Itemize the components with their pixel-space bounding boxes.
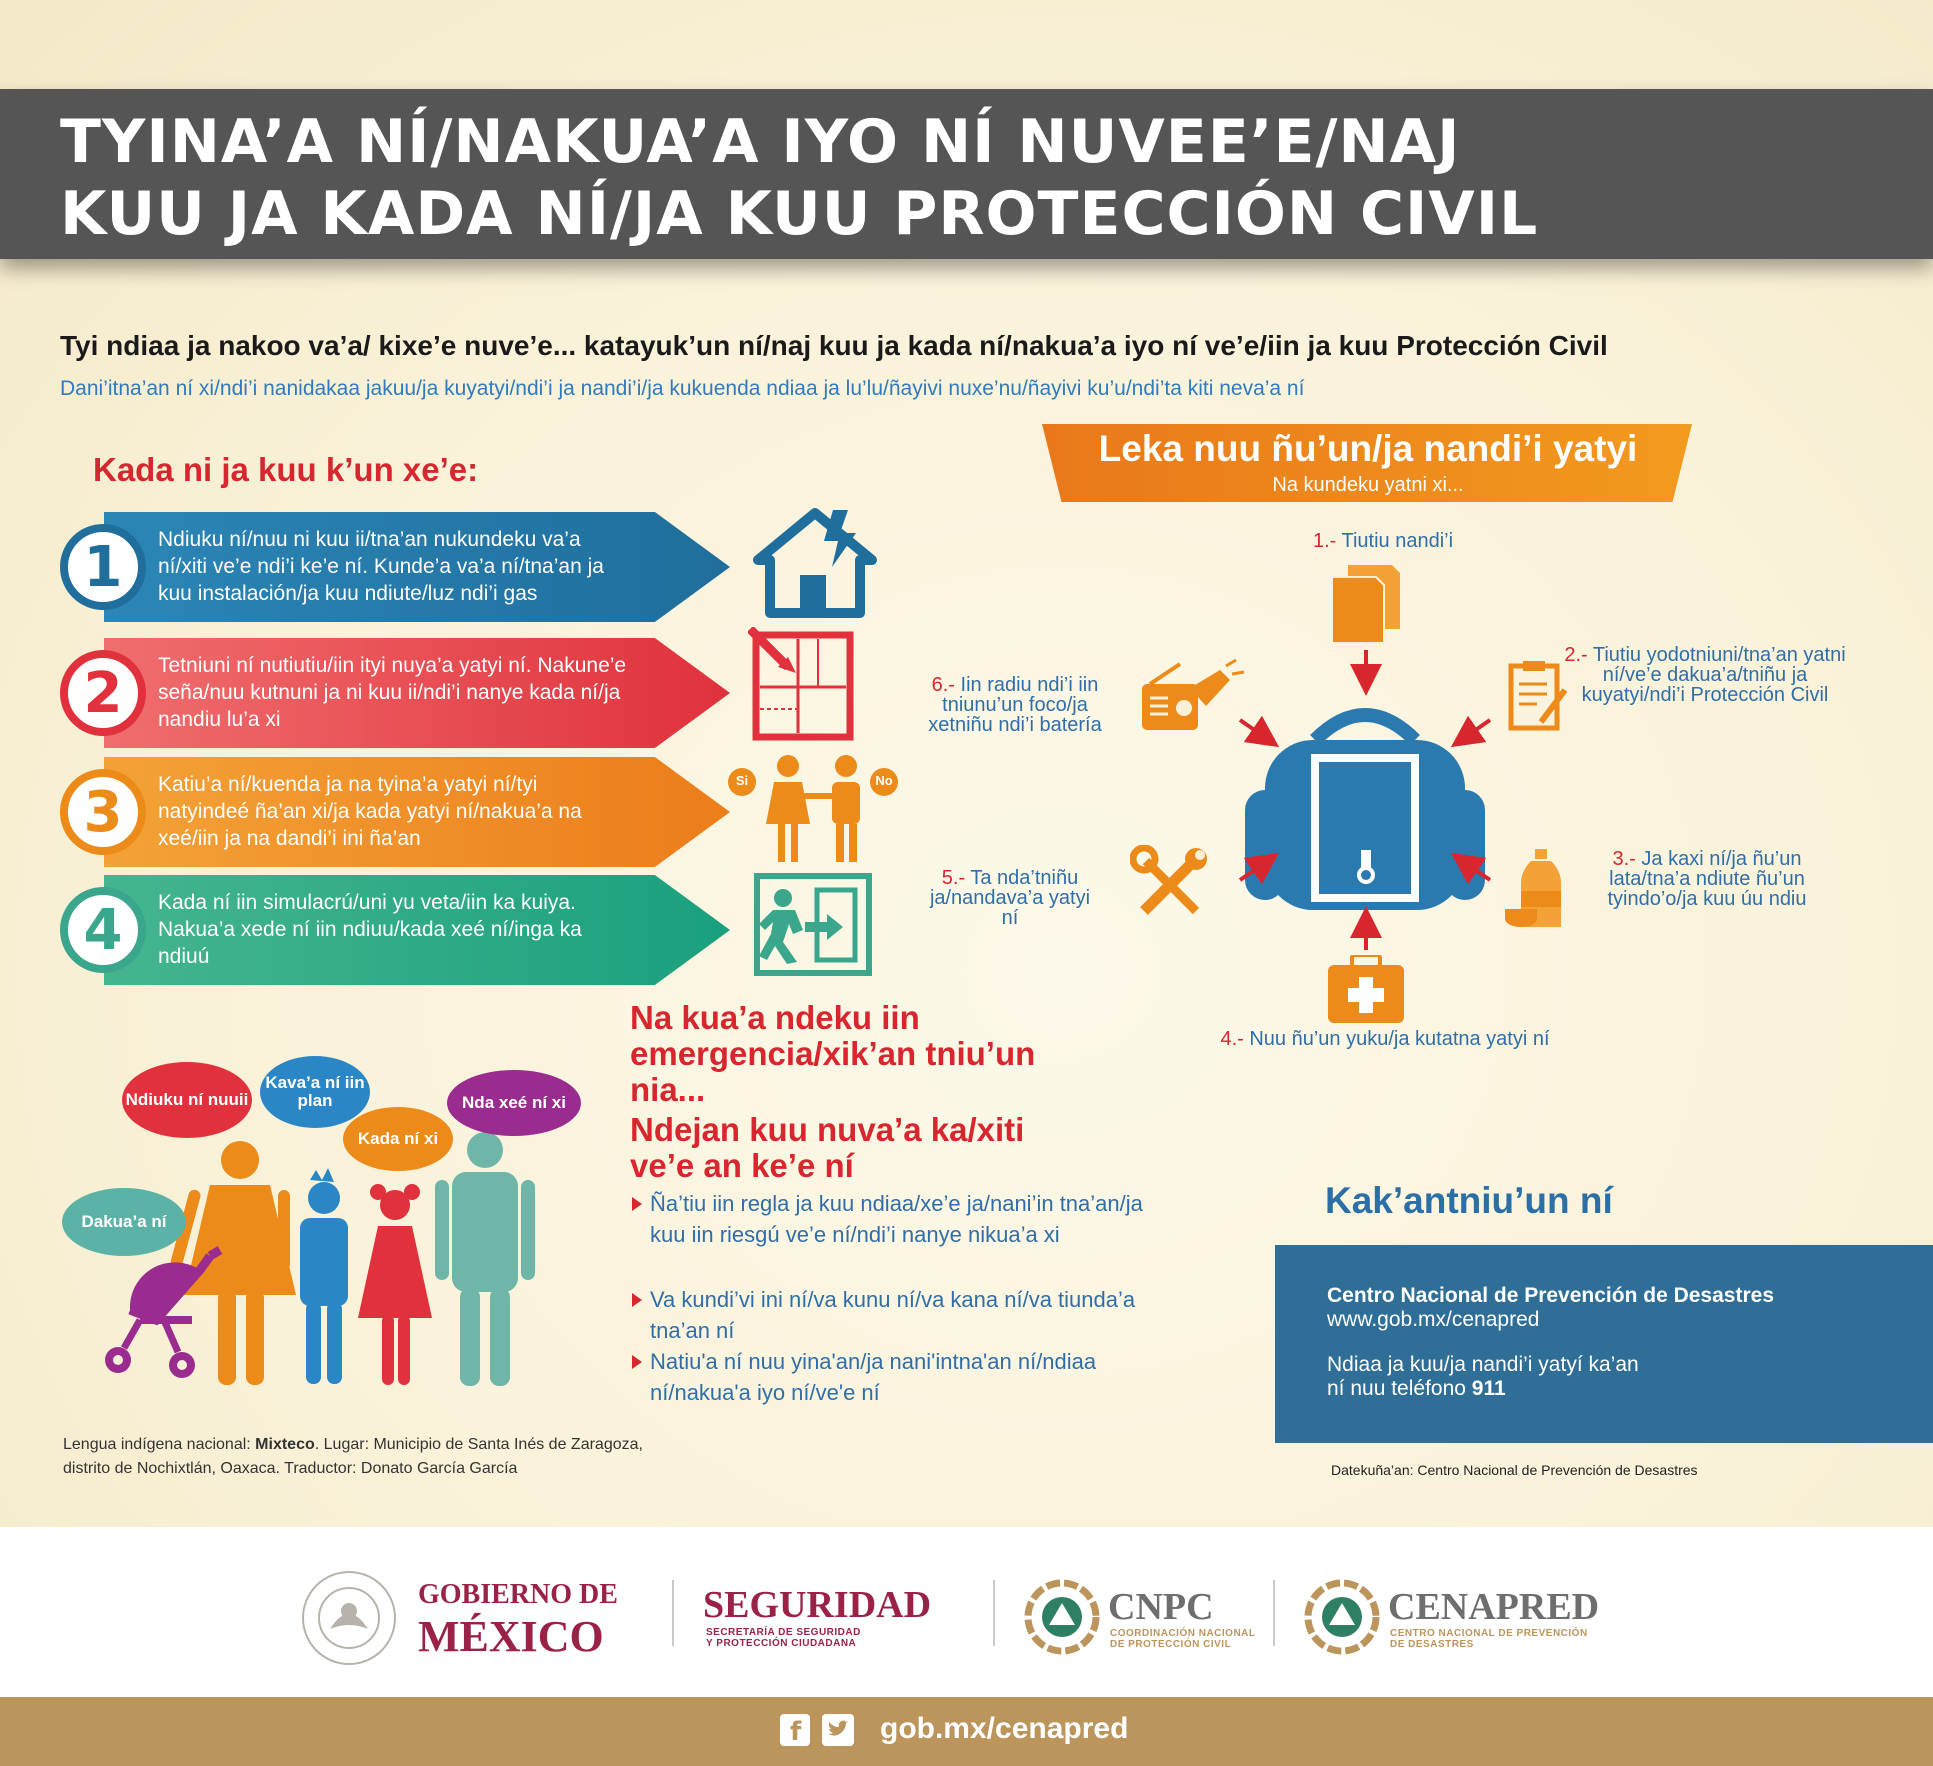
- page-title-line-1: TYINA’A NÍ/NAKUA’A IYO NÍ NUVEE’E/NAJ: [60, 107, 1461, 177]
- bullet-triangle-icon: [632, 1293, 642, 1307]
- kit-arrows-icon: [1220, 640, 1540, 960]
- footer-divider: [672, 1580, 674, 1646]
- cenapred-sub2: DE DESASTRES: [1390, 1639, 1474, 1650]
- intro-secondary-text: Dani’itna’an ní xi/ndi’i nanidakaa jakuu/ja kuyatyi/ndi’i ja nandi’i/ja kukuenda ndiaa ja lu’lu/ñayivi nuxe’nu/ñayivi ku’u/ndi’ta kiti neva’a ní: [60, 377, 1305, 400]
- cnpc-logo: CNPC: [1108, 1586, 1214, 1628]
- step-text: Katiu’a ní/kuenda ja na tyina’a yatyi ní/tyi natyindeé ña’an xi/ja kada yatyi ní/nakua’a na xeé/iin ja na dandi’i ini ña’an: [158, 773, 582, 850]
- contact-box: [1275, 1245, 1933, 1443]
- people-agreement-icon: [728, 752, 898, 872]
- footer-divider: [993, 1580, 995, 1646]
- footer-divider: [1273, 1580, 1275, 1646]
- kit-item-6-label: 6.- Iin radiu ndi’i iin tniunu’un foco/ja xetniñu ndi’i batería: [928, 674, 1102, 736]
- title-banner: [0, 89, 1933, 259]
- page-title-line-2: KUU JA KADA NÍ/JA KUU PROTECCIÓN CIVIL: [60, 179, 1539, 249]
- seguridad-sub1: SECRETARÍA DE SEGURIDAD: [706, 1627, 861, 1638]
- emergency-exit-icon: [753, 872, 873, 982]
- gobierno-logo-line1: GOBIERNO DE: [418, 1579, 618, 1610]
- kit-subtitle: Na kundeku yatni xi...: [1272, 474, 1464, 496]
- intro-main-text: Tyi ndiaa ja nakoo va’a/ kixe’e nuve’e... katayuk’un ní/naj kuu ja kada ní/nakua’a iyo ní ve’e/iin ja kuu Protección Civil: [60, 330, 1608, 361]
- contact-heading: Kak’antniu’un ní: [1325, 1180, 1613, 1221]
- seguridad-logo: SEGURIDAD: [703, 1584, 932, 1626]
- kit-item-3-label: 3.- Ja kaxi ní/ja ñu’un lata/tna’a ndiute ñu’un tyindo’o/ja kuu úu ndiu: [1607, 848, 1807, 910]
- cenapred-sub1: CENTRO NACIONAL DE PREVENCIÓN: [1390, 1628, 1588, 1639]
- contact-phone-text: Ndiaa ja kuu/ja nandi’i yatyí ka’an: [1327, 1353, 1639, 1376]
- house-damage-icon: [748, 505, 883, 625]
- list-item: Ña’tiu iin regla ja kuu ndiaa/xe’e ja/nani’in tna’an/ja kuu iin riesgú ve’e ní/ndi’i nanye nikua’a xi: [630, 1188, 1150, 1250]
- documents-icon: [1328, 563, 1403, 650]
- speech-bubble: Dakua’a ní: [62, 1188, 186, 1256]
- step-number-badge: 3: [60, 769, 146, 855]
- step-1: [60, 512, 730, 622]
- kit-title: Leka nuu ñu’un/ja nandi’i yatyi: [1098, 428, 1638, 469]
- contact-url[interactable]: www.gob.mx/cenapred: [1327, 1308, 1540, 1331]
- credits-note: Lengua indígena nacional: Mixteco. Lugar: Municipio de Santa Inés de Zaragoza, distrito de Nochixtlán, Oaxaca. Traductor: Donato García García: [63, 1436, 643, 1477]
- cnpc-sub2: DE PROTECCIÓN CIVIL: [1110, 1639, 1232, 1650]
- first-aid-icon: [1326, 955, 1406, 1030]
- emergency-heading: Na kua’a ndeku iin emergencia/xik’an tniu’un nia...: [630, 999, 1036, 1108]
- facebook-icon[interactable]: f: [780, 1714, 810, 1746]
- step-number-badge: 4: [60, 887, 146, 973]
- step-text: Tetniuni ní nutiutiu/iin ityi nuya’a yatyi ní. Nakune’e seña/nuu kutnuni ja ni kuu ii/ndi’i nanye kada ní/ja nandiu lu’a xi: [158, 654, 627, 731]
- steps-heading: Kada ni ja kuu k’un xe’e:: [93, 451, 479, 488]
- step-3: [60, 757, 730, 867]
- gobierno-logo-line2: MÉXICO: [418, 1612, 604, 1661]
- yes-label: Si: [735, 773, 749, 788]
- evacuation-map-icon: [748, 627, 858, 747]
- kit-item-5-label: 5.- Ta nda’tniñu ja/nandava’a yatyi ní: [929, 867, 1091, 929]
- cnpc-emblem-icon: [1024, 1579, 1100, 1655]
- step-text: Ndiuku ní/nuu ni kuu ii/tna’an nukundeku va’a ní/xiti ve’e ndi’i ke’e ní. Kunde’a va’a ní/tna’an ja kuu instalación/ja kuu ndiute/luz ndi’i gas: [158, 528, 604, 605]
- tools-icon: [1130, 845, 1210, 930]
- footer-url-link[interactable]: gob.mx/cenapred: [880, 1712, 1129, 1745]
- kit-item-4-label: 4.- Nuu ñu’un yuku/ja kutatna yatyi ní: [1220, 1028, 1550, 1050]
- footer-logos: [0, 1527, 1933, 1697]
- speech-bubble: Nda xeé ní xi: [447, 1070, 581, 1136]
- list-item: Va kundi’vi ini ní/va kunu ní/va kana ní/va tiunda’a tna’an ní: [630, 1284, 1150, 1346]
- family-illustration: [60, 1020, 600, 1390]
- no-label: No: [875, 773, 893, 788]
- speech-bubble: Kava’a ní iin plan: [260, 1056, 370, 1128]
- bullet-triangle-icon: [632, 1197, 642, 1211]
- step-4: [60, 875, 730, 985]
- kit-item-1-label: 1.- Tiutiu nandi’i: [1312, 530, 1454, 552]
- speech-bubble: Kada ní xi: [343, 1107, 453, 1171]
- cnpc-sub1: COORDINACIÓN NACIONAL: [1110, 1628, 1256, 1639]
- contact-phone-line: ní nuu teléfono 911: [1327, 1377, 1506, 1400]
- home-safety-heading: Ndejan kuu nuva’a ka/xiti ve’e an ke’e ní: [630, 1111, 1025, 1184]
- cenapred-logo: CENAPRED: [1388, 1586, 1600, 1628]
- twitter-icon[interactable]: [822, 1714, 854, 1746]
- bullet-triangle-icon: [632, 1355, 642, 1369]
- list-item: Natiu'a ní nuu yina'an/ja nani'intna'an ní/ndiaa ní/nakua'a iyo ní/ve'e ní: [630, 1346, 1150, 1408]
- source-note: Datekuña’an: Centro Nacional de Prevención de Desastres: [1331, 1462, 1698, 1478]
- footer-bar: [0, 1697, 1933, 1766]
- national-seal-icon: [300, 1569, 398, 1667]
- step-text: Kada ní iin simulacrú/uni yu veta/iin ka kuiya. Nakua’a xede ní iin ndiuu/kada xeé ní/inga ka ndiuú: [158, 891, 582, 968]
- speech-bubble: Ndiuku ní nuuii: [122, 1062, 252, 1138]
- kit-item-2-label: 2.- Tiutiu yodotniuni/tna’an yatni ní/ve’e dakua’a/tniñu ja kuyatyi/ndi’i Protección Civil: [1564, 644, 1846, 706]
- step-number-badge: 2: [60, 650, 146, 736]
- seguridad-sub2: Y PROTECCIÓN CIUDADANA: [706, 1638, 857, 1649]
- contact-org: Centro Nacional de Prevención de Desastres: [1327, 1284, 1774, 1307]
- step-number-badge: 1: [60, 524, 146, 610]
- phone-number[interactable]: 911: [1471, 1377, 1506, 1400]
- cenapred-emblem-icon: [1304, 1579, 1380, 1655]
- step-2: [60, 638, 730, 748]
